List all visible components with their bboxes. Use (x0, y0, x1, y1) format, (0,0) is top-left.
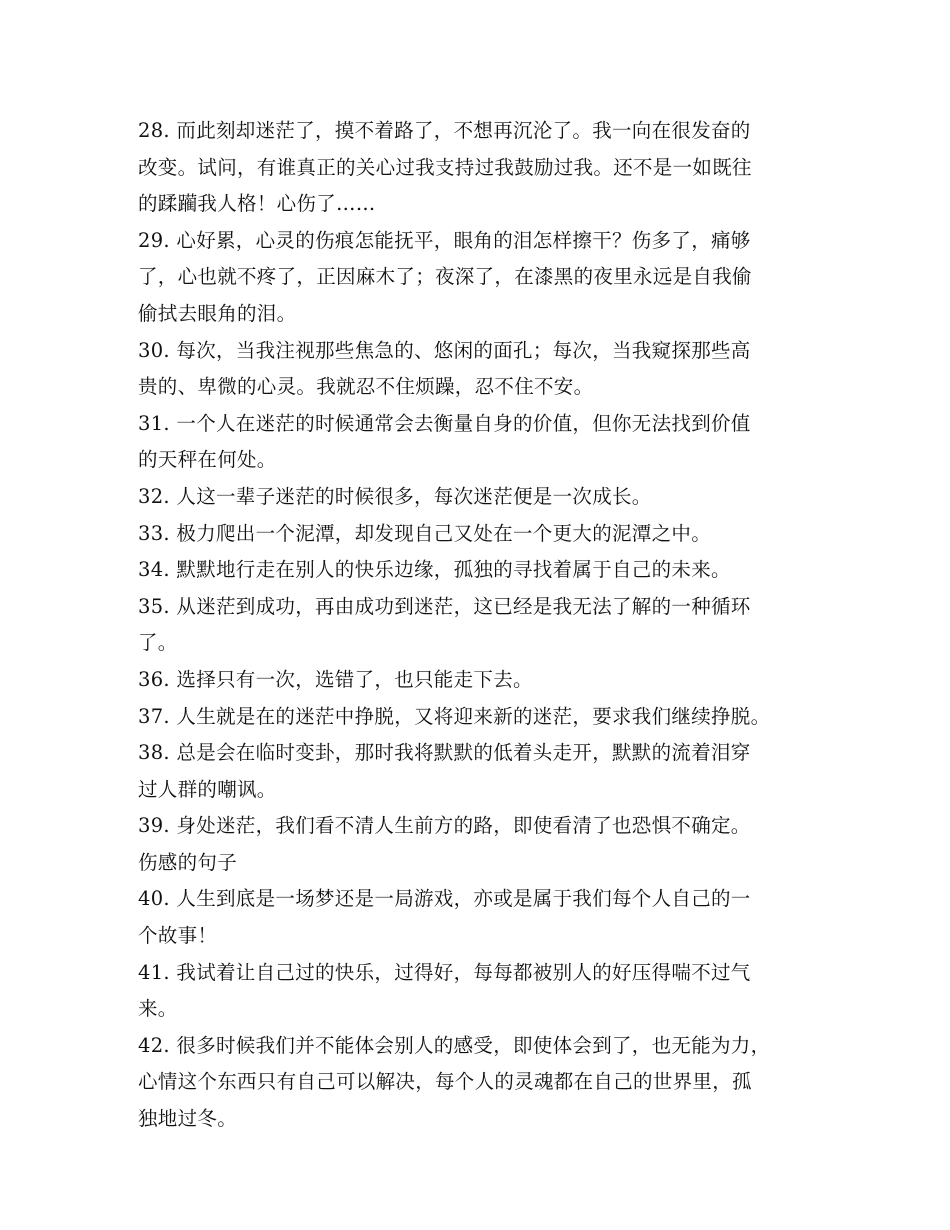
text-line: 37. 人生就是在的迷茫中挣脱，又将迎来新的迷茫，要求我们继续挣脱。 (138, 704, 771, 728)
text-line: 30. 每次，当我注视那些焦急的、悠闲的面孔；每次，当我窥探那些高 (138, 338, 751, 362)
text-line: 42. 很多时候我们并不能体会别人的感受，即使体会到了，也无能为力， (138, 1033, 771, 1057)
text-line: 偷拭去眼角的泪。 (138, 301, 297, 325)
text-line: 32. 人这一辈子迷茫的时候很多，每次迷茫便是一次成长。 (138, 484, 652, 508)
text-line: 34. 默默地行走在别人的快乐边缘，孤独的寻找着属于自己的未来。 (138, 558, 731, 582)
text-line: 了，心也就不疼了，正因麻木了；夜深了，在漆黑的夜里永远是自我偷 (138, 265, 752, 289)
text-line: 39. 身处迷茫，我们看不清人生前方的路，即使看清了也恐惧不确定。 (138, 814, 751, 838)
text-line: 33. 极力爬出一个泥潭，却发现自己又处在一个更大的泥潭之中。 (138, 521, 712, 545)
text-line: 36. 选择只有一次，选错了，也只能走下去。 (138, 667, 533, 691)
text-line: 28. 而此刻却迷茫了，摸不着路了，不想再沉沦了。我一向在很发奋的 (138, 119, 751, 142)
text-line: 来。 (138, 997, 178, 1021)
text-line: 心情这个东西只有自己可以解决，每个人的灵魂都在自己的世界里，孤 (138, 1070, 752, 1094)
text-line: 31. 一个人在迷茫的时候通常会去衡量自身的价值，但你无法找到价值 (138, 411, 751, 435)
text-line: 伤感的句子 (138, 850, 238, 874)
text-line: 过人群的嘲讽。 (138, 777, 277, 801)
text-line: 独地过冬。 (138, 1107, 238, 1131)
text-line: 个故事！ (138, 924, 218, 948)
text-line: 41. 我试着让自己过的快乐，过得好，每每都被别人的好压得喘不过气 (138, 960, 751, 984)
text-line: 改变。试问，有谁真正的关心过我支持过我鼓励过我。还不是一如既往 (138, 155, 752, 179)
text-line: 40. 人生到底是一场梦还是一局游戏，亦或是属于我们每个人自己的一 (138, 887, 751, 911)
text-line: 38. 总是会在临时变卦，那时我将默默的低着头走开，默默的流着泪穿 (138, 741, 751, 765)
text-line: 了。 (138, 631, 178, 655)
text-line: 的天秤在何处。 (138, 448, 277, 472)
text-line: 35. 从迷茫到成功，再由成功到迷茫，这已经是我无法了解的一种循环 (138, 594, 751, 618)
text-line: 的蹂躏我人格！心伤了…… (138, 192, 376, 216)
text-line: 29. 心好累，心灵的伤痕怎能抚平，眼角的泪怎样擦干？伤多了，痛够 (138, 228, 751, 252)
document-page (138, 113, 818, 1138)
text-line: 贵的、卑微的心灵。我就忍不住烦躁，忍不住不安。 (138, 375, 594, 399)
